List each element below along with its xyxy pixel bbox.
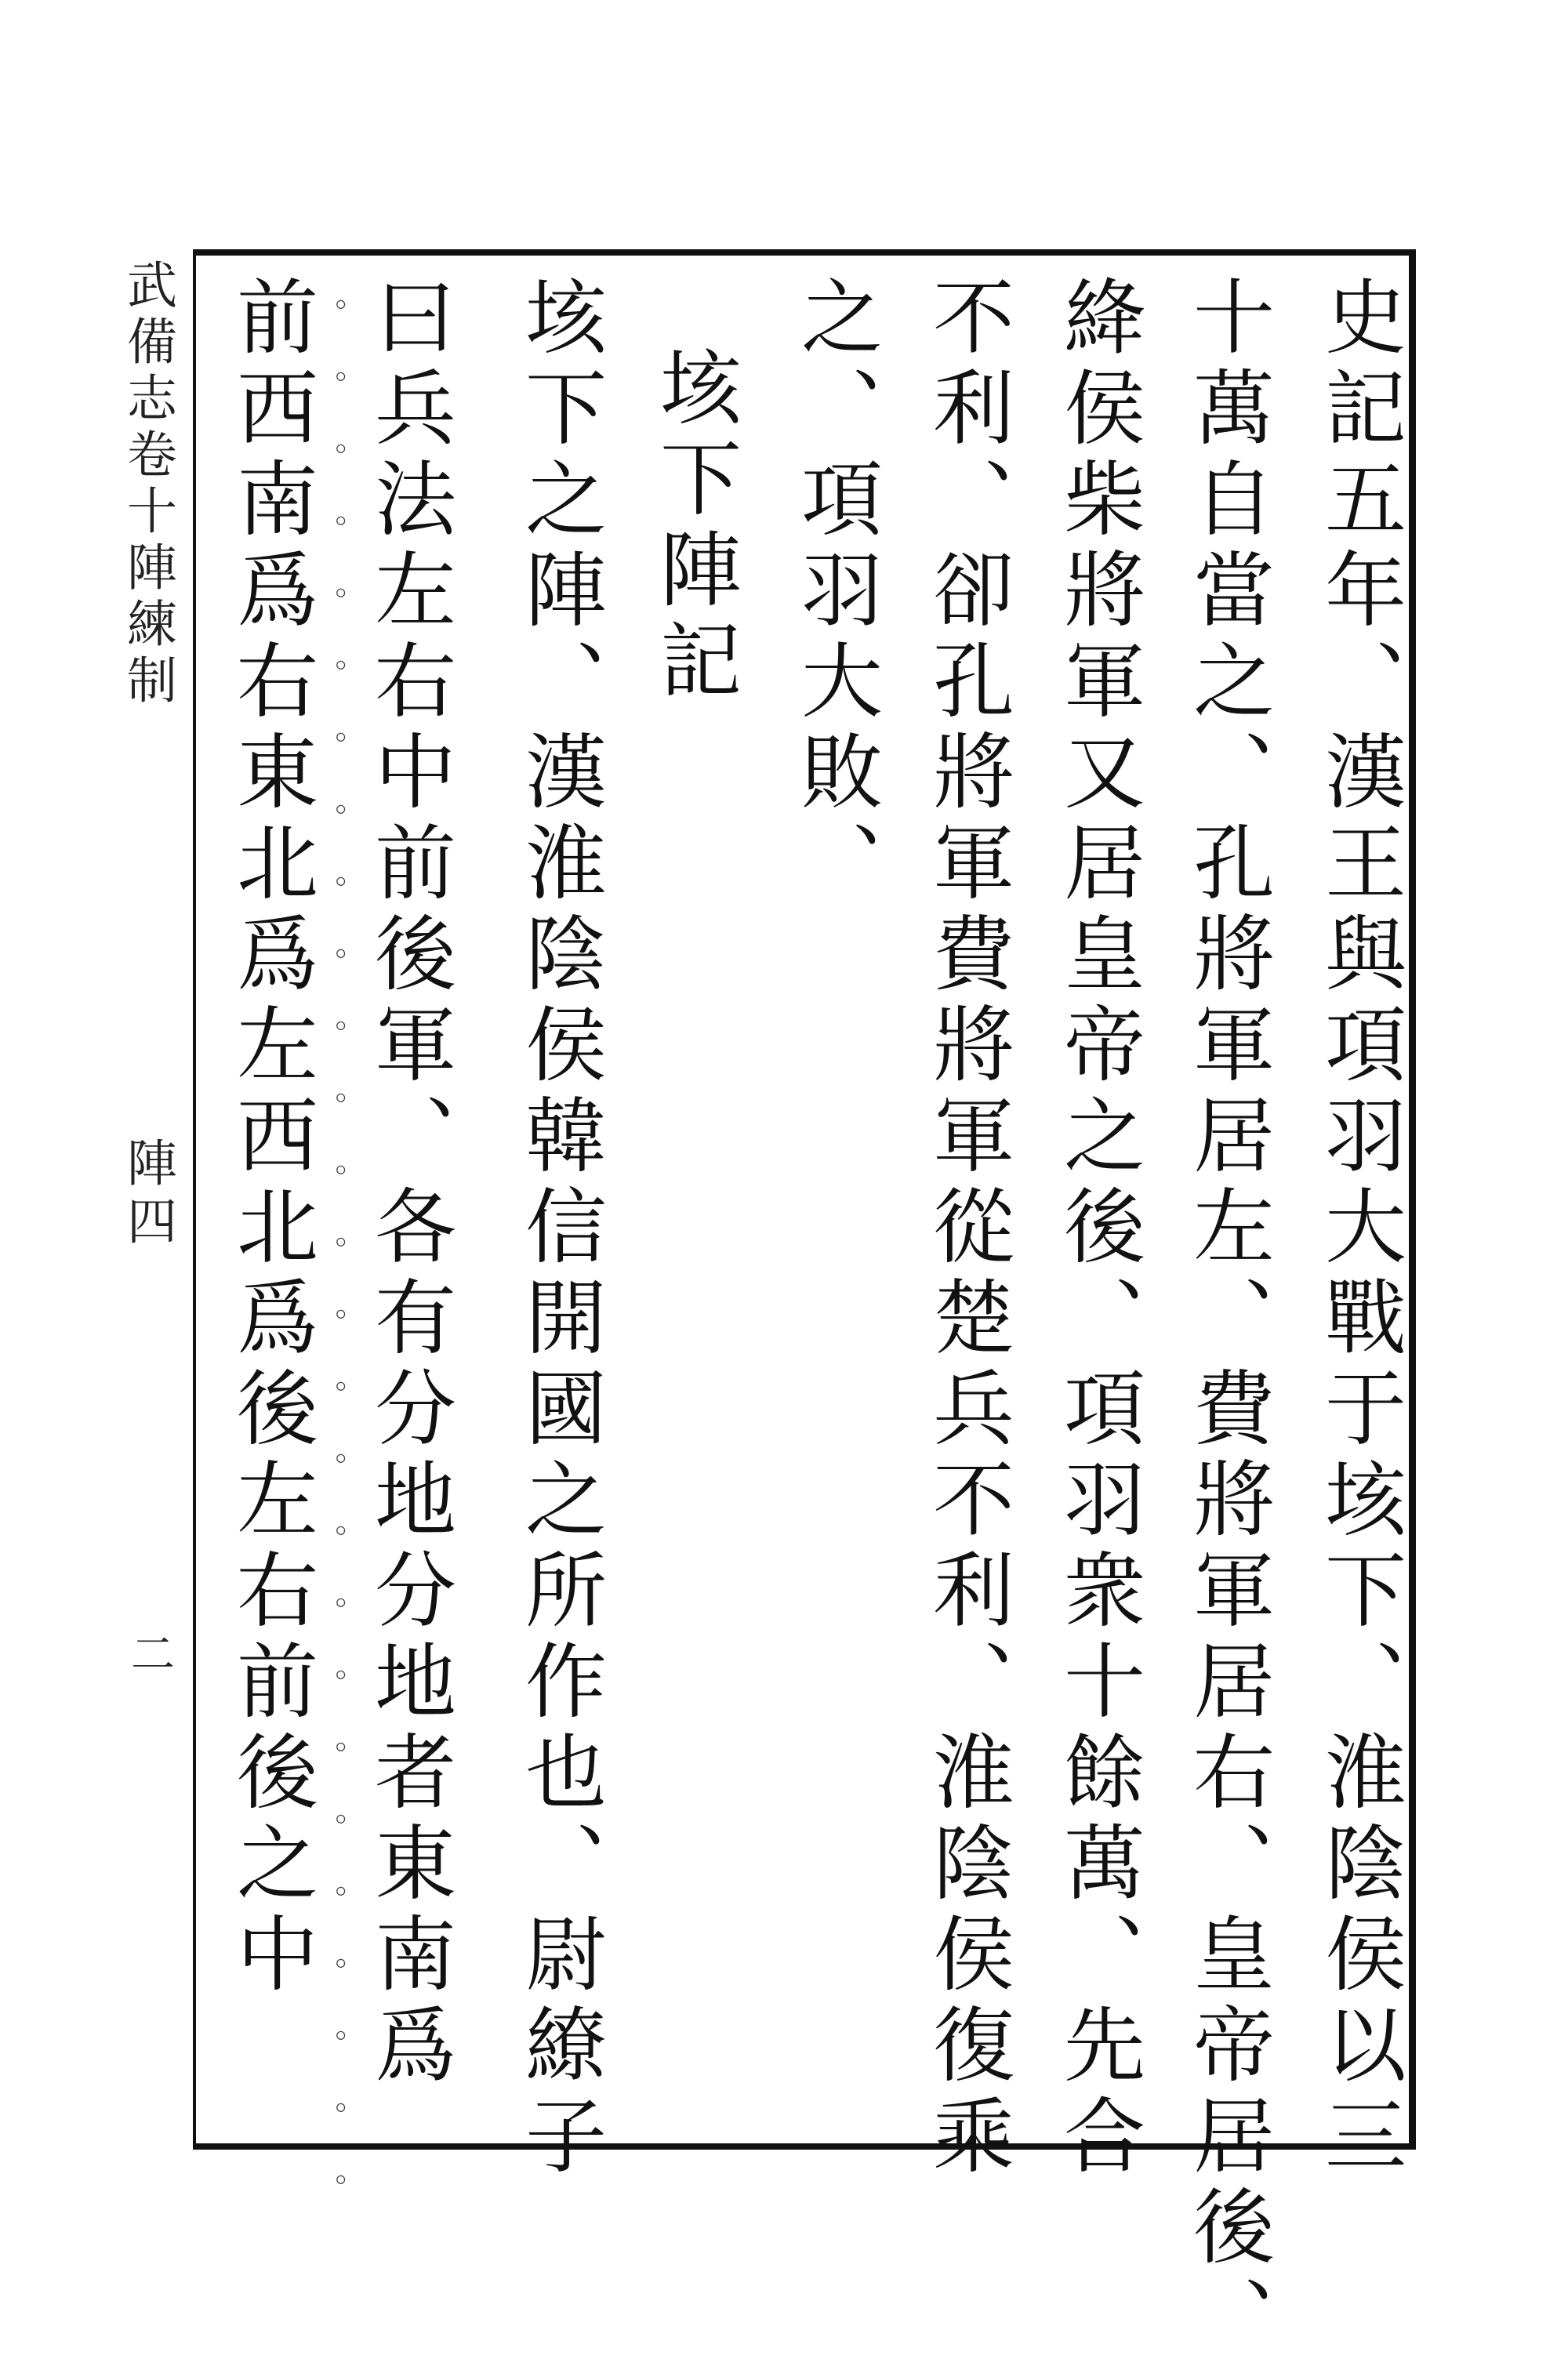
- text-column-4: 不利、卻孔將軍費將軍從楚兵不利、淮陰侯復乘: [919, 274, 1014, 2184]
- punctuation-marks: 。。。。。。。。。。。。。。。。。。。。。。。。。。。: [311, 298, 347, 2261]
- text-column-1: 史記五年、漢王與項羽大戰于垓下、淮陰侯以三: [1311, 274, 1406, 2184]
- text-column-9: 前西南爲右東北爲左西北爲後左右前後之中: [223, 274, 318, 2002]
- text-column-2: 十萬自當之、孔將軍居左、費將軍居右、皇帝居後、: [1179, 274, 1275, 2366]
- section-heading: 垓下陣記: [646, 345, 742, 709]
- text-column-5: 之、項羽大敗、: [787, 274, 883, 911]
- text-column-8: 曰兵法左右中前後軍、各有分地分地者東南爲: [361, 274, 456, 2093]
- margin-folio-number: 二: [124, 1631, 175, 1675]
- margin-book-title: 武備志卷十陣練制: [118, 259, 176, 710]
- margin-chapter-label: 陣四: [118, 1137, 176, 1253]
- text-column-3: 絳侯柴將軍又居皇帝之後、項羽衆十餘萬、先合: [1050, 274, 1145, 2184]
- text-column-7: 垓下之陣、漢淮陰侯韓信開國之所作也、尉繚子: [511, 274, 607, 2184]
